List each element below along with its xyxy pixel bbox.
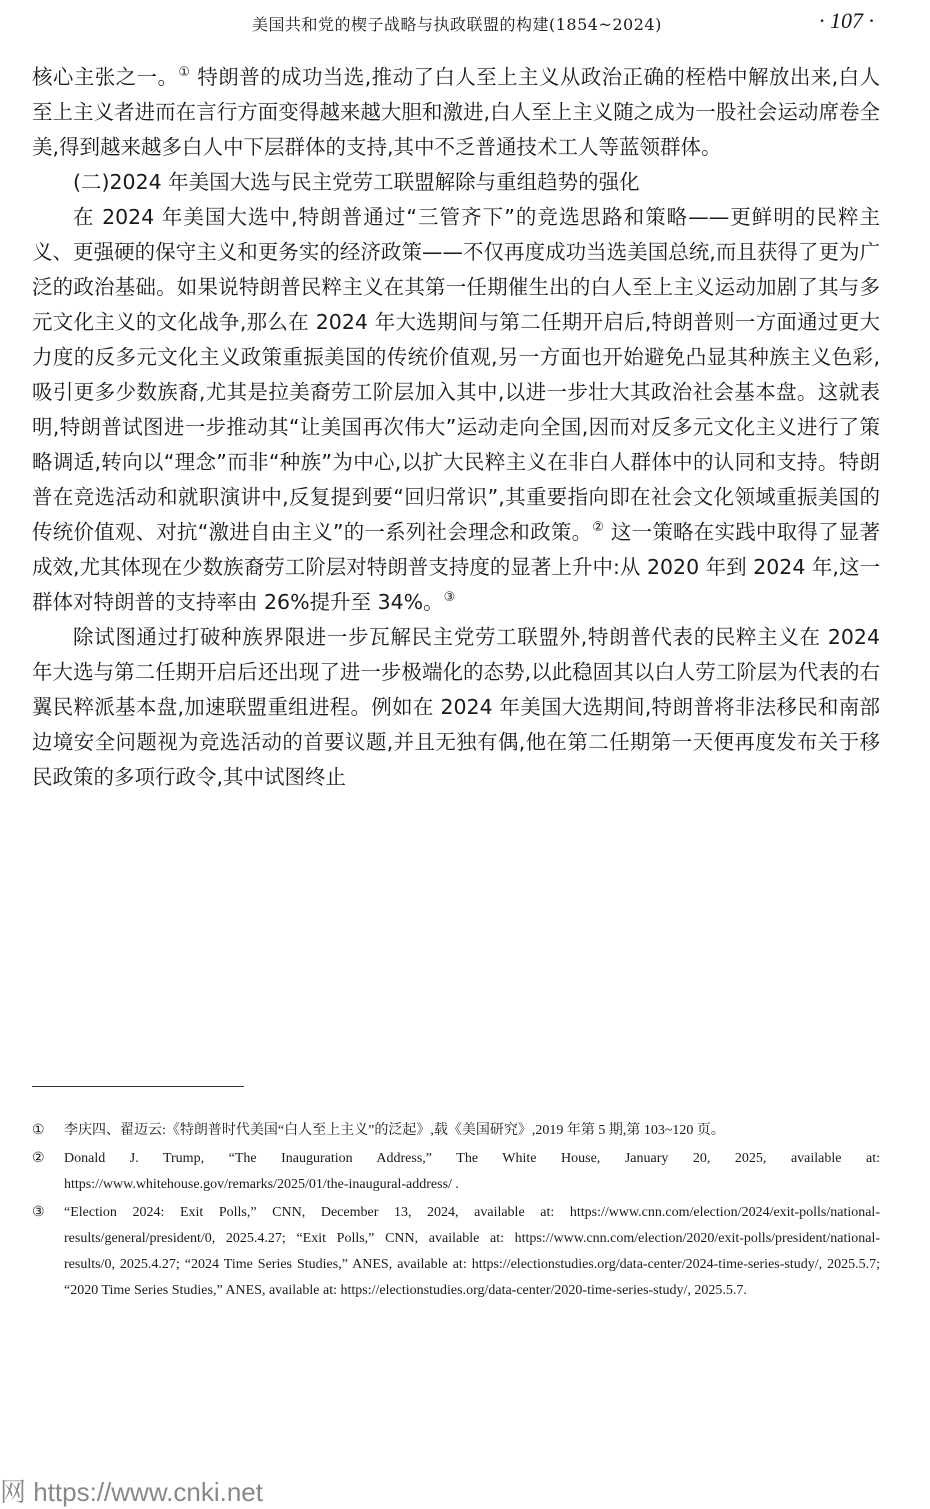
footnote-text: 李庆四、翟迈云:《特朗普时代美国“白人至上主义”的泛起》,载《美国研究》,2019 年第 5 期,第 103~120 页。 — [64, 1123, 725, 1138]
article-body — [32, 60, 880, 795]
cnki-watermark: 网 https://www.cnki.net — [0, 1477, 263, 1507]
paragraph-text: 这一策略在实践中取得了显著成效,尤其体现在少数族裔劳工阶层对特朗普支持度的显著上升中:从 2020 年到 2024 年,这一群体对特朗普的支持率由 26%提升至 34%。 — [32, 520, 880, 614]
footnote-marker[interactable]: ③ — [443, 590, 456, 606]
footnote-number: ② — [32, 1151, 45, 1166]
footnote-number: ③ — [32, 1205, 45, 1220]
footnote-item — [32, 1200, 880, 1304]
footnote-marker[interactable]: ② — [592, 520, 605, 536]
page-number: · 107 · — [819, 8, 874, 33]
running-header — [0, 8, 930, 36]
footnote-divider — [32, 1086, 244, 1087]
footnote-text: Donald J. Trump, “The Inauguration Address,” The White House, January 20, 2025, available at: https://www.whitehouse.gov/remarks/2025/01/the-inaugural-address/ . — [64, 1151, 880, 1192]
paragraph-text: 除试图通过打破种族界限进一步瓦解民主党劳工联盟外,特朗普代表的民粹主义在 2024 年大选与第二任期开启后还出现了进一步极端化的态势,以此稳固其以白人劳工阶层为代表的右翼民粹派基本盘,加速联盟重组进程。例如在 2024 年美国大选期间,特朗普将非法移民和南部边境安全问题视为竞选活动的首要议题,并且无独有偶,他在第二任期第一天便再度发布关于移民政策的多项行政令,其中试图终止 — [32, 625, 880, 789]
footnote-number: ① — [32, 1123, 45, 1138]
body-paragraph — [32, 60, 880, 165]
section-heading: (二)2024 年美国大选与民主党劳工联盟解除与重组趋势的强化 — [73, 170, 640, 194]
footnotes — [32, 1118, 880, 1306]
footnote-item — [32, 1118, 880, 1144]
body-paragraph — [32, 200, 880, 620]
paragraph-text: 特朗普的成功当选,推动了白人至上主义从政治正确的桎梏中解放出来,白人至上主义者进而在言行方面变得越来越大胆和激进,白人至上主义随之成为一股社会运动席卷全美,得到越来越多白人中下层群体的支持,其中不乏普通技术工人等蓝领群体。 — [32, 65, 881, 159]
footnote-marker[interactable]: ① — [178, 65, 191, 81]
body-paragraph — [32, 620, 880, 795]
footnote-item — [32, 1146, 880, 1198]
running-title: 美国共和党的楔子战略与执政联盟的构建(1854~2024) — [252, 15, 662, 34]
paragraph-text: 在 2024 年美国大选中,特朗普通过“三管齐下”的竞选思路和策略——更鲜明的民粹主义、更强硬的保守主义和更务实的经济政策——不仅再度成功当选美国总统,而且获得了更为广泛的政治基础。如果说特朗普民粹主义在其第一任期催生出的白人至上主义运动加剧了其与多元文化主义的文化战争,那么在 2024 年大选期间与第二任期开启后,特朗普则一方面通过更大力度的反多元文化主义政策重振美国的传统价值观,另一方面也开始避免凸显其种族主义色彩,吸引更多少数族裔,尤其是拉美裔劳工阶层加入其中,以进一步壮大其政治社会基本盘。这就表明,特朗普试图进一步推动其“让美国再次伟大”运动走向全国,因而对反多元文化主义进行了策略调适,转向以“理念”而非“种族”为中心,以扩大民粹主义在非白人群体中的认同和支持。特朗普在竞选活动和就职演讲中,反复提到要“回归常识”,其重要指向即在社会文化领域重振美国的传统价值观、对抗“激进自由主义”的一系列社会理念和政策。 — [32, 205, 880, 544]
footnote-text: “Election 2024: Exit Polls,” CNN, December 13, 2024, available at: https://www.cnn.com/election/2024/exit-polls/national-results/general/president/0, 2025.4.27; “Exit Polls,” CNN, available at: https://www.cnn.com/election/2020/exit-polls/president/national-results/0, 2025.4.27; “2024 Time Series Studies,” ANES, available at: https://electionstudies.org/data-center/2024-time-series-study/, 2025.5.7; “2020 Time Series Studies,” ANES, available at: https://electionstudies.org/data-center/2020-time-series-study/, 2025.5.7. — [64, 1205, 880, 1298]
paragraph-text: 核心主张之一。 — [32, 65, 179, 89]
